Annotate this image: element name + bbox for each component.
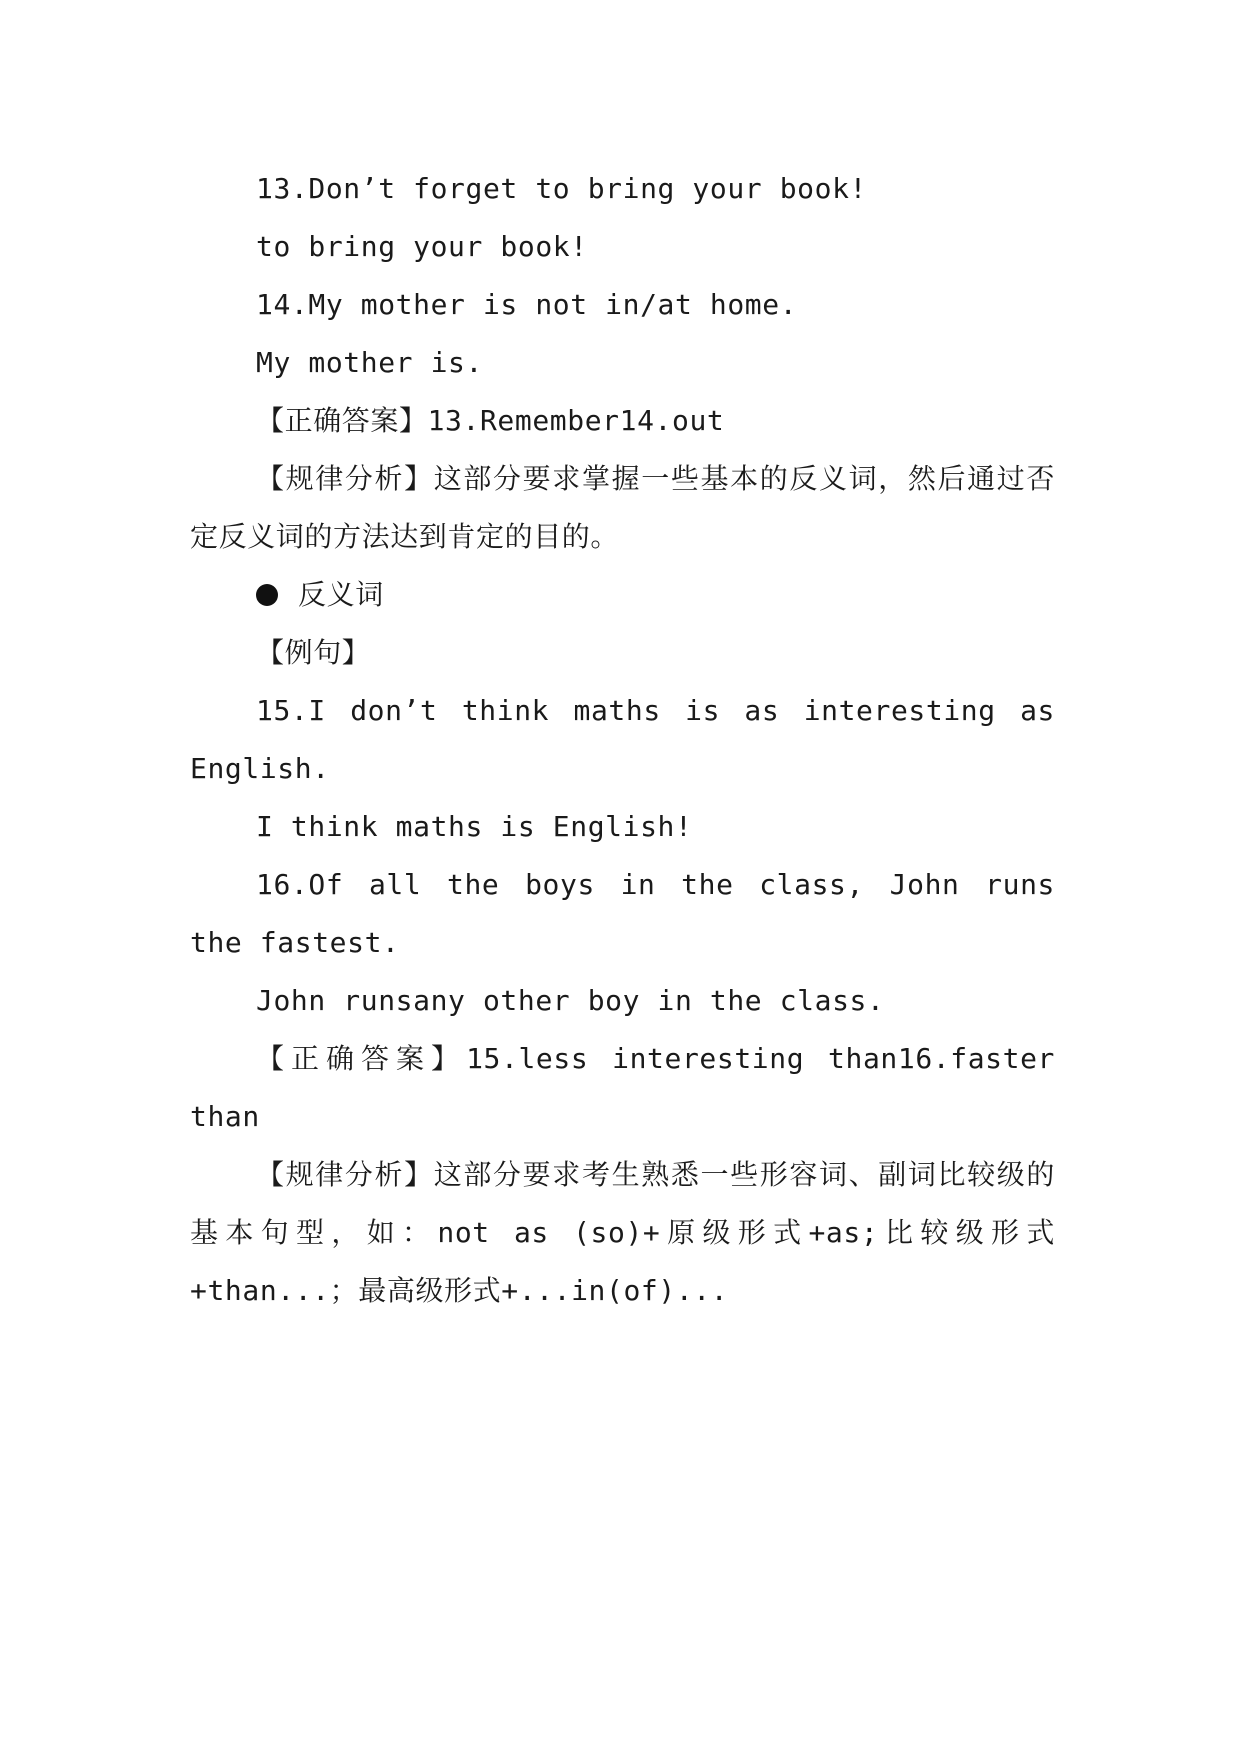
- section-heading-row: [190, 566, 1055, 624]
- question-16-rewrite: John runsany other boy in the class.: [256, 984, 885, 1017]
- answer-13-14: 【正确答案】13.Remember14.out: [256, 404, 725, 437]
- bullet-icon: [256, 584, 278, 606]
- answer-15-16: 【正确答案】15.less interesting than16.faster than: [190, 1042, 1055, 1133]
- section-heading: 反义词: [298, 578, 384, 611]
- question-13: 13.Don’t forget to bring your book!: [256, 172, 868, 205]
- document-body: [190, 160, 1055, 1320]
- analysis-paragraph-2: 【规律分析】这部分要求考生熟悉一些形容词、副词比较级的基本句型，如：not as (so)+原级形式+as;比较级形式+than...；最高级形式+...in(of)...: [190, 1158, 1055, 1307]
- analysis-paragraph-1: 【规律分析】这部分要求掌握一些基本的反义词，然后通过否定反义词的方法达到肯定的目的。: [190, 462, 1055, 553]
- question-15: 15.I don’t think maths is as interesting as English.: [190, 694, 1055, 785]
- question-16: 16.Of all the boys in the class, John runs the fastest.: [190, 868, 1055, 959]
- question-15-rewrite: I think maths is English!: [256, 810, 693, 843]
- question-14-rewrite: My mother is.: [256, 346, 483, 379]
- question-13-rewrite: to bring your book!: [256, 230, 588, 263]
- example-label: 【例句】: [256, 636, 371, 669]
- question-14: 14.My mother is not in/at home.: [256, 288, 798, 321]
